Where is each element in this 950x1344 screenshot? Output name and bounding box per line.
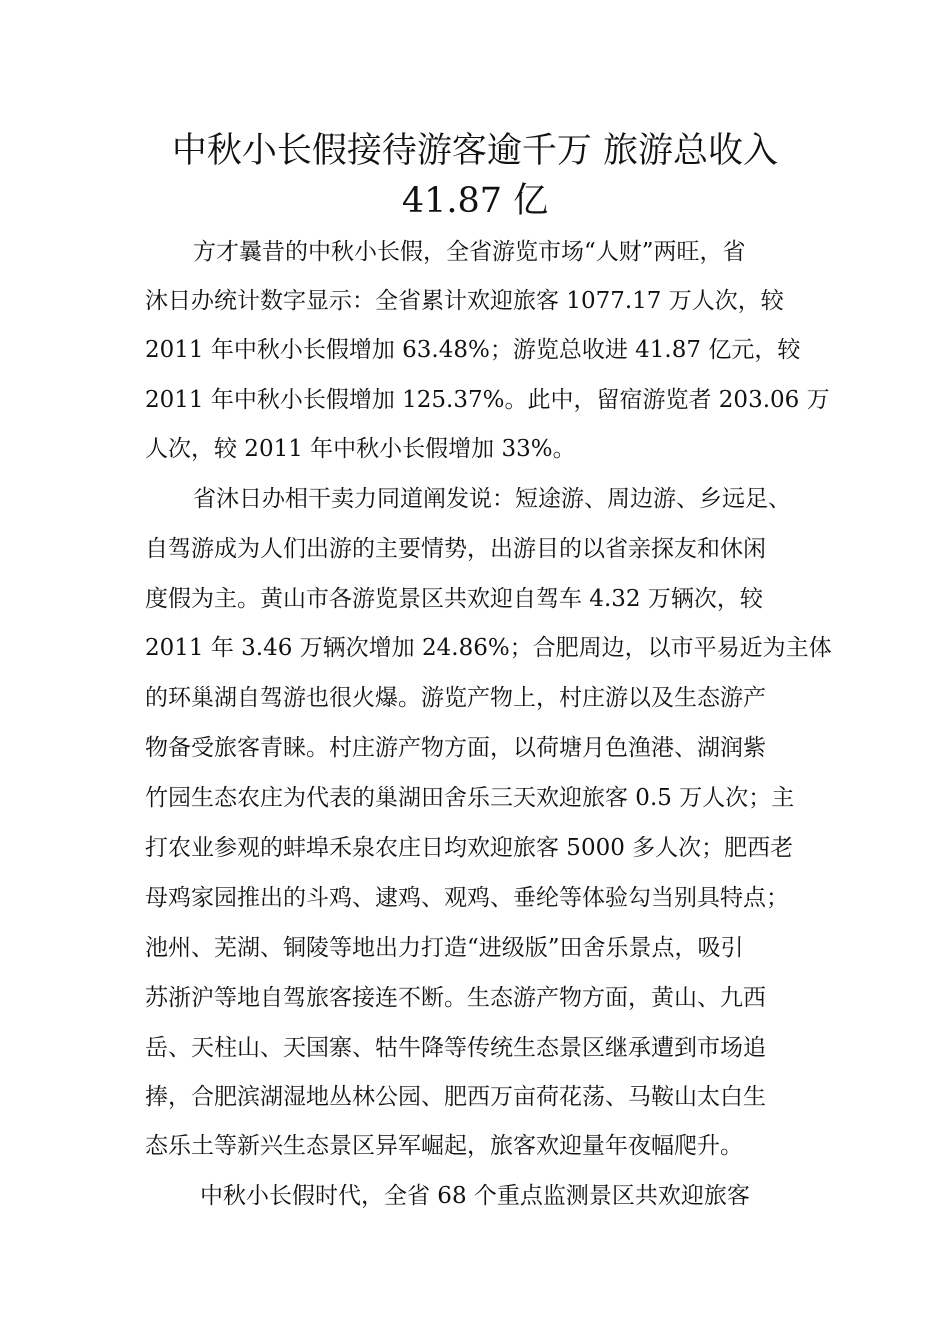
- paragraph-3-line: 中秋小长假时代，全省 68 个重点监测景区共欢迎旅客: [200, 1183, 750, 1209]
- paragraph-2-line: 2011 年 3.46 万辆次增加 24.86%；合肥周边，以市平易近为主体: [145, 635, 832, 661]
- paragraph-2-line: 母鸡家园推出的斗鸡、逮鸡、观鸡、垂纶等体验勾当别具特点；: [145, 885, 789, 911]
- paragraph-2-line: 打农业参观的蚌埠禾泉农庄日均欢迎旅客 5000 多人次；肥西老: [145, 835, 794, 861]
- paragraph-2-line: 池州、芜湖、铜陵等地出力打造“进级版”田舍乐景点，吸引: [145, 935, 744, 961]
- paragraph-2-line: 态乐土等新兴生态景区异军崛起，旅客欢迎量年夜幅爬升。: [145, 1133, 743, 1159]
- paragraph-2-line: 省沐日办相干卖力同道阐发说：短途游、周边游、乡远足、: [193, 486, 791, 512]
- paragraph-1-line: 沐日办统计数字显示：全省累计欢迎旅客 1077.17 万人次，较: [145, 288, 784, 314]
- paragraph-2-line: 自驾游成为人们出游的主要情势，出游目的以省亲探友和休闲: [145, 536, 766, 562]
- paragraph-2-line: 竹园生态农庄为代表的巢湖田舍乐三天欢迎旅客 0.5 万人次；主: [145, 785, 795, 811]
- paragraph-2-line: 度假为主。黄山市各游览景区共欢迎自驾车 4.32 万辆次，较: [145, 586, 763, 612]
- paragraph-2-line: 物备受旅客青睐。村庄游产物方面，以荷塘月色渔港、湖润紫: [145, 735, 766, 761]
- paragraph-1-line: 方才曩昔的中秋小长假，全省游览市场“人财”两旺，省: [193, 239, 746, 265]
- page-title-line-2: 41.87 亿: [401, 181, 549, 221]
- paragraph-1-line: 2011 年中秋小长假增加 63.48%；游览总收进 41.87 亿元，较: [145, 337, 801, 363]
- paragraph-2-line: 苏浙沪等地自驾旅客接连不断。生态游产物方面，黄山、九西: [145, 985, 766, 1011]
- paragraph-1-line: 人次，较 2011 年中秋小长假增加 33%。: [145, 436, 576, 462]
- paragraph-1-line: 2011 年中秋小长假增加 125.37%。此中，留宿游览者 203.06 万: [145, 387, 830, 413]
- paragraph-2-line: 岳、天柱山、天国寨、牯牛降等传统生态景区继承遭到市场追: [145, 1035, 766, 1061]
- page-title-line-1: 中秋小长假接待游客逾千万 旅游总收入: [171, 131, 779, 171]
- paragraph-2-line: 捧，合肥滨湖湿地丛林公园、肥西万亩荷花荡、马鞍山太白生: [145, 1084, 766, 1110]
- paragraph-2-line: 的环巢湖自驾游也很火爆。游览产物上，村庄游以及生态游产: [145, 685, 766, 711]
